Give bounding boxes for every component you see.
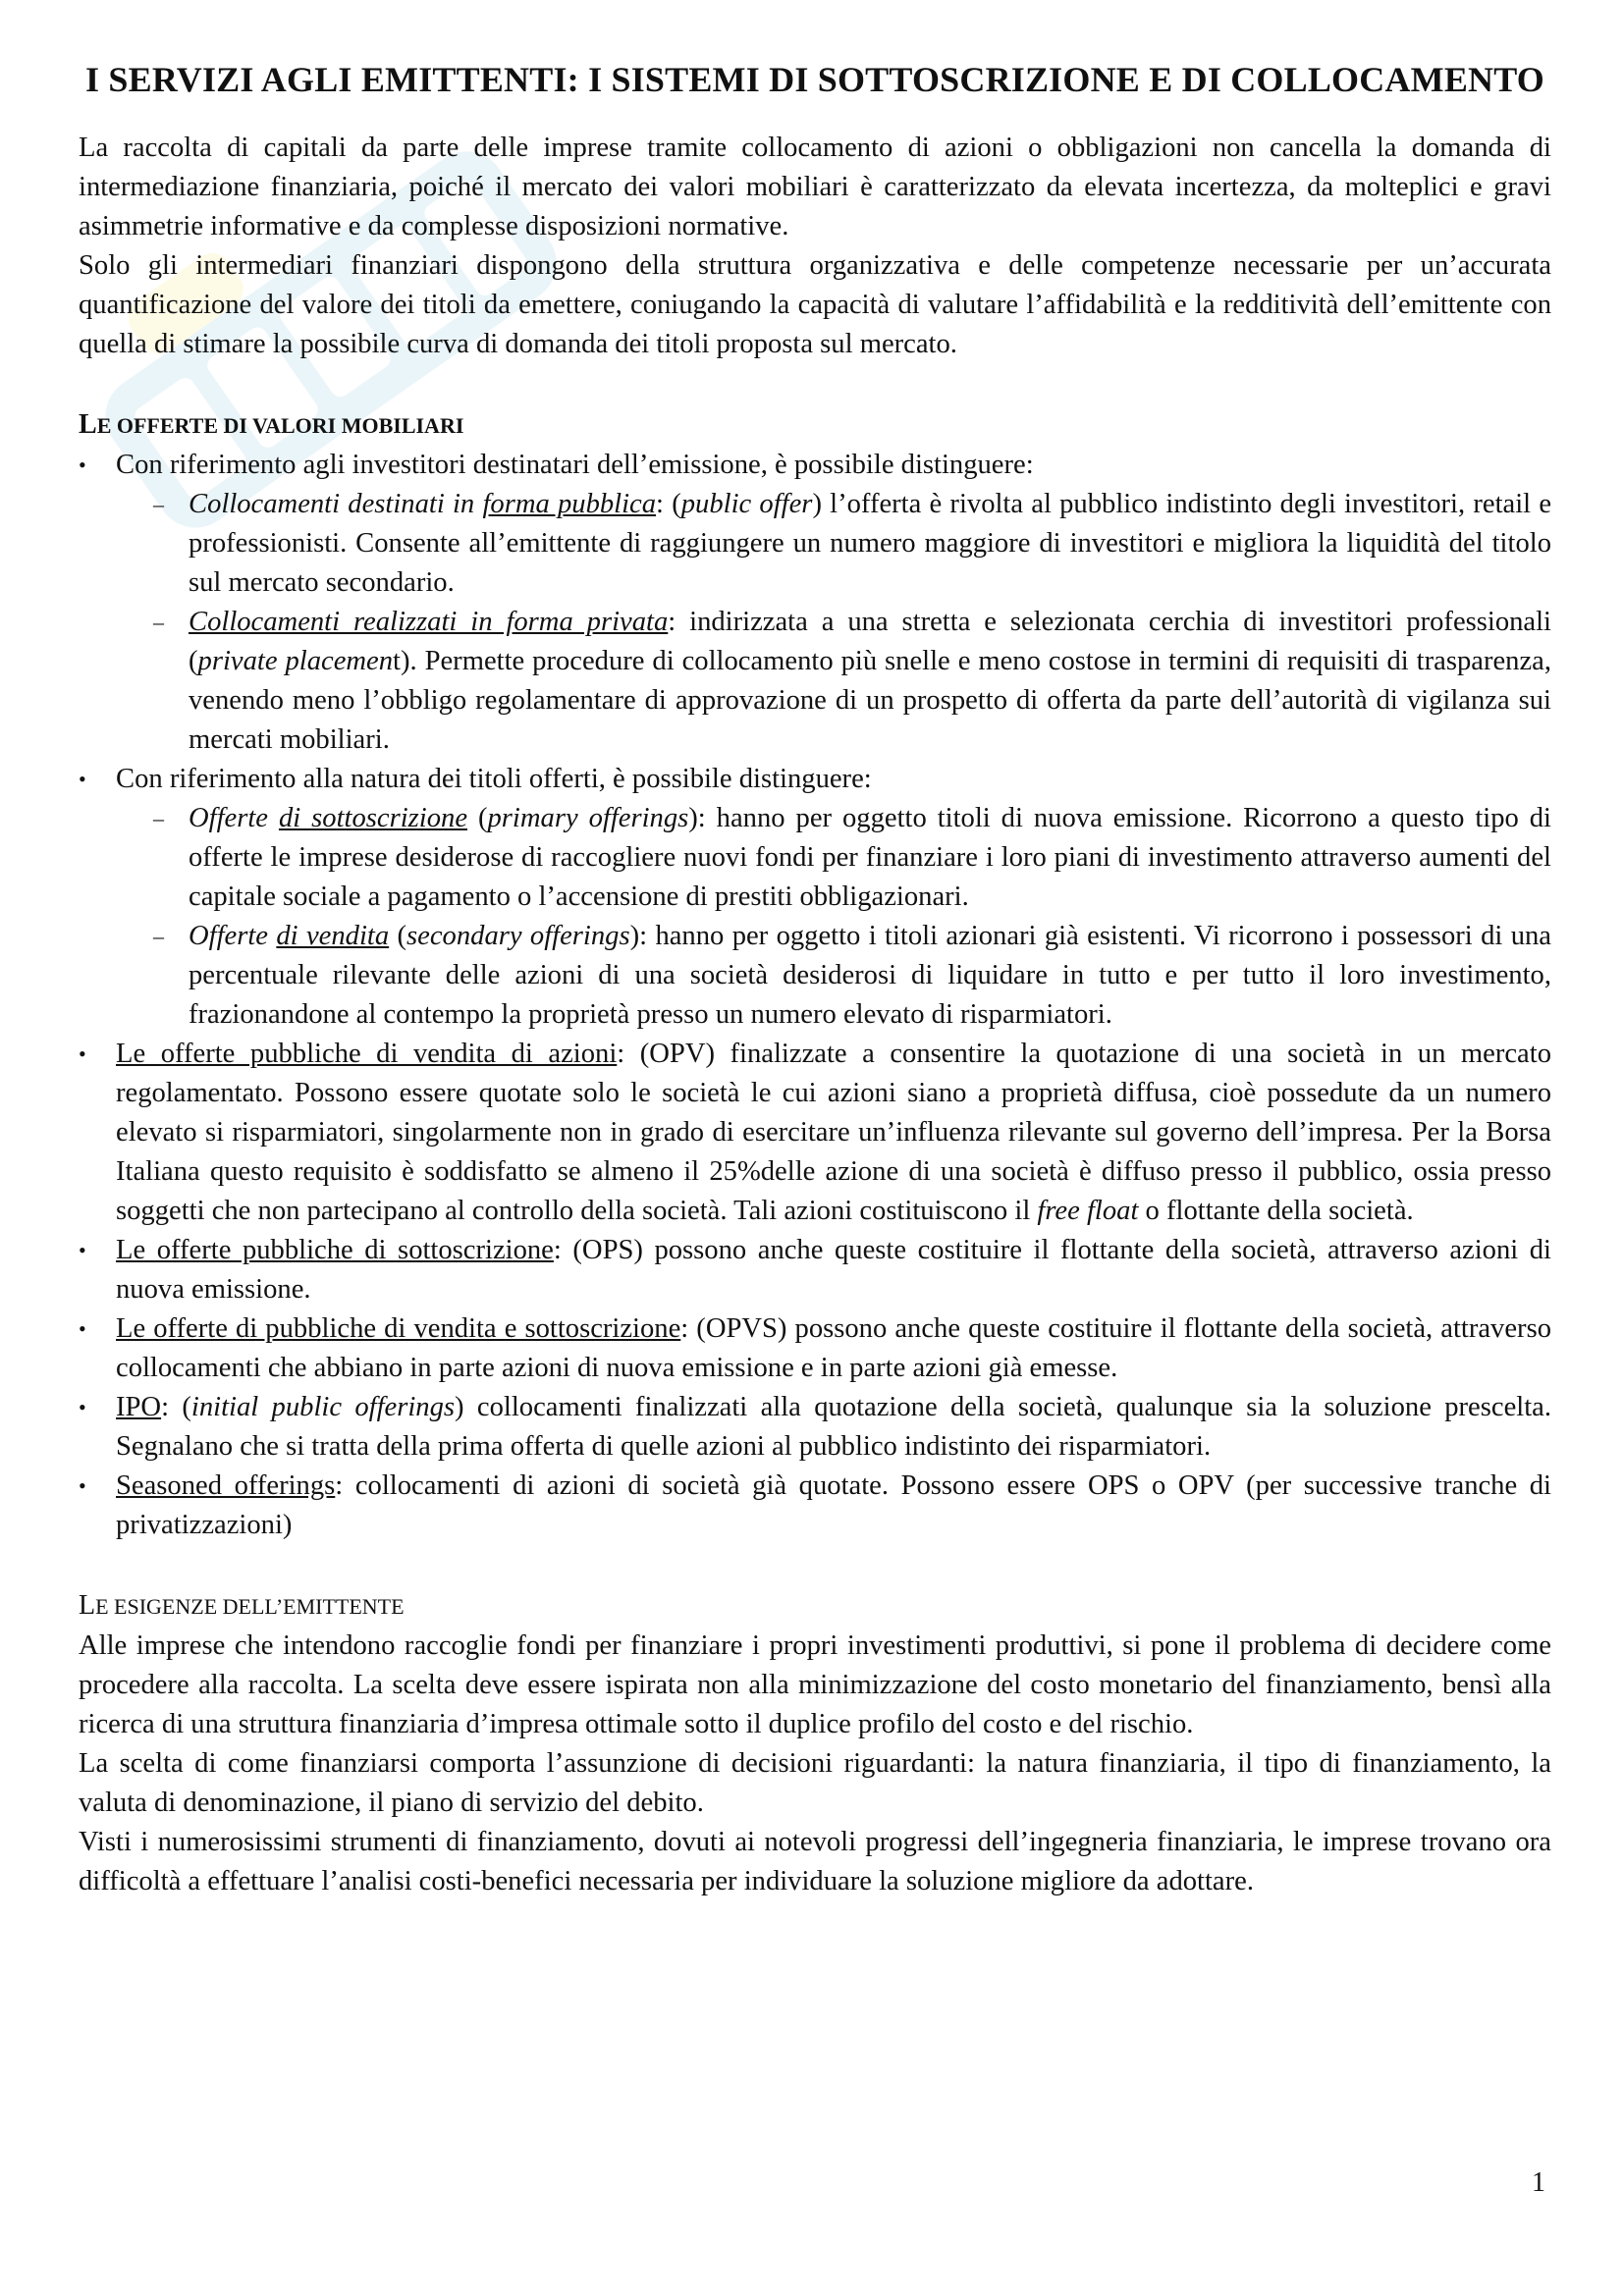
document-title: I SERVIZI AGLI EMITTENTI: I SISTEMI DI SOTTOSCRIZIONE E DI COLLOCAMENTO [84,60,1545,99]
document-page [79,57,1551,1901]
sub-list-item: – Collocamenti destinati in forma pubblica: (public offer) l’offerta è rivolta al pubblico indistinto degli investitori, retail e professionisti. Consente all’emittente di raggiungere un numero maggiore di investitori e migliora la liquidità del titolo sul mercato secondario. [153,485,1551,603]
page-number: 1 [1532,2167,1545,2198]
sub-list-item: – Collocamenti realizzati in forma privata: indirizzata a una stretta e selezionata cerchia di investitori professionali (private placement). Permette procedure di collocamento più snelle e meno costose in termini di requisiti di trasparenza, venendo meno l’obbligo regolamentare di approvazione di un prospetto di offerta da parte dell’autorità di vigilanza sui mercati mobiliari. [153,603,1551,760]
intro-paragraph-2: Solo gli intermediari finanziari dispongono della struttura organizzativa e delle competenze necessarie per un’accurata quantificazione del valore dei titoli da emettere, coniugando la capacità di valutare l’affidabilità e la redditività dell’emittente con quella di stimare la possibile curva di domanda dei titoli proposta sul mercato. [79,250,1551,359]
esigenze-paragraph-2: La scelta di come finanziarsi comporta l’assunzione di decisioni riguardanti: la natura finanziaria, il tipo di finanziamento, la valuta di denominazione, il piano di servizio del debito. [79,1748,1551,1818]
sub-list-item: – Offerte di vendita (secondary offerings): hanno per oggetto i titoli azionari già esistenti. Vi ricorrono i possessori di una percentuale rilevante delle azioni di una società desiderosi di liquidare in tutto e per tutto il loro investimento, frazionandone al contempo la proprietà presso un numero elevato di risparmiatori. [153,917,1551,1035]
intro-paragraph-1: La raccolta di capitali da parte delle imprese tramite collocamento di azioni o obbligazioni non cancella la domanda di intermediazione finanziaria, poiché il mercato dei valori mobiliari è caratterizzato da elevata incertezza, da molteplici e gravi asimmetrie informative e da complesse disposizioni normative. [79,133,1551,241]
list-item: • IPO: (initial public offerings) collocamenti finalizzati alla quotazione della società, qualunque sia la soluzione prescelta. Segnalano che si tratta della prima offerta di quelle azioni al pubblico indistinto dei risparmiatori. [79,1388,1551,1467]
sub-list [116,485,1551,760]
sub-list-item: – Offerte di sottoscrizione (primary offerings): hanno per oggetto titoli di nuova emissione. Ricorrono a questo tipo di offerte le imprese desiderose di raccogliere nuovi fondi per finanziare i loro piani di investimento attraverso aumenti del capitale sociale a pagamento o l’accensione di prestiti obbligazionari. [153,799,1551,917]
section-heading-esigenze: LE ESIGENZE DELL’EMITTENTE [79,1590,405,1621]
list-item: • Con riferimento agli investitori destinatari dell’emissione, è possibile distinguere: – Collocamenti destinati in forma pubblica: (public offer) l’offerta è rivolta al pubblico indistinto degli investitori, retail e professionisti. Consente all’emittente di raggiungere un numero maggiore di investitori e migliora la liquidità del titolo sul mercato secondario. – Collocamenti realizzati in forma privata: indirizzata a una stretta e selezionata cerchia di investitori professionali (private placement). Permette procedure di collocamento più snelle e meno costose in termini di requisiti di trasparenza, venendo meno l’obbligo regolamentare di approvazione di un prospetto di offerta da parte dell’autorità di vigilanza sui mercati mobiliari. [79,446,1551,760]
sub-list [116,799,1551,1035]
list-item: • Le offerte pubbliche di vendita di azioni: (OPV) finalizzate a consentire la quotazione di una società in un mercato regolamentato. Possono essere quotate solo le società le cui azioni siano a proprietà diffusa, cioè possedute da un numero elevato si risparmiatori, singolarmente non in grado di esercitare un’influenza rilevante sul governo dell’impresa. Per la Borsa Italiana questo requisito è soddisfatto se almeno il 25%delle azione di una società è diffuso presso il pubblico, ossia presso soggetti che non partecipano al controllo della società. Tali azioni costituiscono il free float o flottante della società. [79,1035,1551,1231]
esigenze-paragraph-3: Visti i numerosissimi strumenti di finanziamento, dovuti ai notevoli progressi dell’ingegneria finanziaria, le imprese trovano ora difficoltà a effettuare l’analisi costi-benefici necessaria per individuare la soluzione migliore da adottare. [79,1827,1551,1896]
offerte-list [79,446,1551,1545]
list-item: • Seasoned offerings: collocamenti di azioni di società già quotate. Possono essere OPS o OPV (per successive tranche di privatizzazioni) [79,1467,1551,1545]
list-item: • Con riferimento alla natura dei titoli offerti, è possibile distinguere: – Offerte di sottoscrizione (primary offerings): hanno per oggetto titoli di nuova emissione. Ricorrono a questo tipo di offerte le imprese desiderose di raccogliere nuovi fondi per finanziare i loro piani di investimento attraverso aumenti del capitale sociale a pagamento o l’accensione di prestiti obbligazionari. – Offerte di vendita (secondary offerings): hanno per oggetto i titoli azionari già esistenti. Vi ricorrono i possessori di una percentuale rilevante delle azioni di una società desiderosi di liquidare in tutto e per tutto il loro investimento, frazionandone al contempo la proprietà presso un numero elevato di risparmiatori. [79,760,1551,1035]
section-heading-offerte: LE OFFERTE DI VALORI MOBILIARI [79,409,464,440]
esigenze-paragraph-1: Alle imprese che intendono raccoglie fondi per finanziare i propri investimenti produttivi, si pone il problema di decidere come procedere alla raccolta. La scelta deve essere ispirata non alla minimizzazione del costo monetario del finanziamento, bensì alla ricerca di una struttura finanziaria d’impresa ottimale sotto il duplice profilo del costo e del rischio. [79,1630,1551,1739]
list-item: • Le offerte di pubbliche di vendita e sottoscrizione: (OPVS) possono anche queste costituire il flottante della società, attraverso collocamenti che abbiano in parte azioni di nuova emissione e in parte azioni già emesse. [79,1309,1551,1388]
list-item: • Le offerte pubbliche di sottoscrizione: (OPS) possono anche queste costituire il flottante della società, attraverso azioni di nuova emissione. [79,1231,1551,1309]
